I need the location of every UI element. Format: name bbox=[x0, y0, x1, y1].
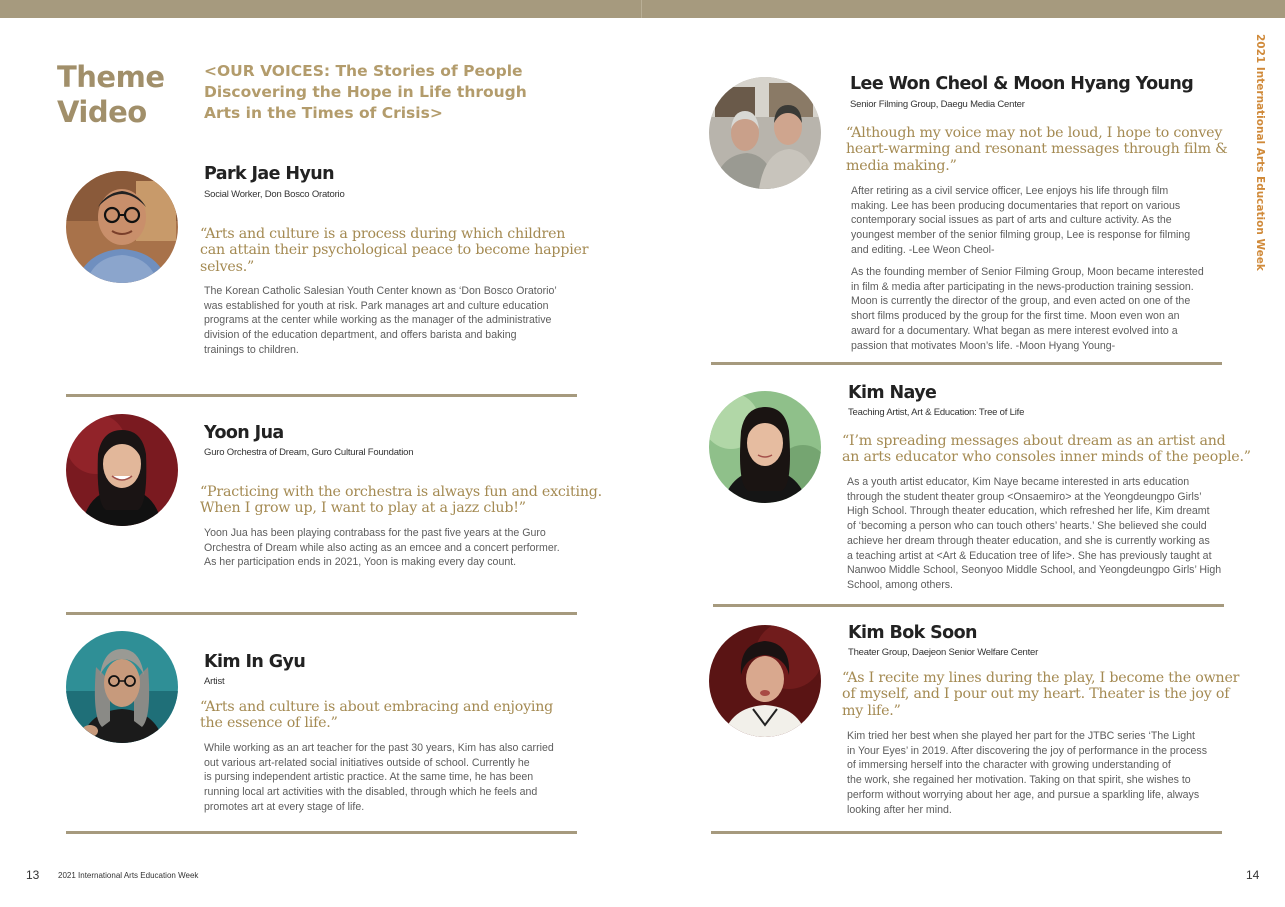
page-number-right: 14 bbox=[1246, 868, 1260, 882]
portrait-photo-kim-naye bbox=[709, 391, 821, 503]
top-color-band bbox=[0, 0, 1285, 18]
profile-description: While working as an art teacher for the past 30 years, Kim has also carried out various art-related social initiatives outside of school. Currently he is pursing independent artistic practice. At the same time, he has been running local art activities with the disabled, through which he feels and promotes art at every stage of life. bbox=[204, 742, 554, 813]
profile-description: The Korean Catholic Salesian Youth Center known as ‘Don Bosco Oratorio’ was established for youth at risk. Park manages art and culture education programs at the center while working as the manager of the administrative division of the education department, and offers barista and baking trainings to children. bbox=[204, 285, 557, 356]
divider-rule bbox=[66, 831, 577, 834]
profile-quote: “As I recite my lines during the play, I become the owner of myself, and I pour out my heart. Theater is the joy of my life.” bbox=[842, 670, 1240, 719]
profile-role: Senior Filming Group, Daegu Media Center bbox=[850, 99, 1025, 110]
profile-quote: “Arts and culture is about embracing and enjoying the essence of life.” bbox=[200, 699, 554, 732]
profile-quote: “I’m spreading messages about dream as an artist and an arts educator who consoles inner minds of the people.” bbox=[842, 433, 1251, 466]
profile-name: Park Jae Hyun bbox=[204, 164, 334, 184]
page-number-left: 13 bbox=[26, 868, 40, 882]
divider-rule bbox=[66, 612, 577, 615]
profile-role: Guro Orchestra of Dream, Guro Cultural Foundation bbox=[204, 447, 414, 458]
profile-name: Yoon Jua bbox=[204, 423, 284, 443]
section-title: Theme Video bbox=[57, 60, 165, 129]
video-title: <OUR VOICES: The Stories of People Discovering the Hope in Life through Arts in the Times of Crisis> bbox=[204, 62, 527, 122]
divider-rule bbox=[66, 394, 577, 397]
side-running-head: 2021 International Arts Education Week bbox=[1254, 34, 1266, 271]
portrait-photo-lee-won-cheol-moon-hyang-young bbox=[709, 77, 821, 189]
page-gutter-mark bbox=[641, 0, 642, 18]
profile-role: Artist bbox=[204, 676, 225, 687]
footer-publication: 2021 International Arts Education Week bbox=[58, 871, 199, 880]
portrait-photo-park-jae-hyun bbox=[66, 171, 178, 283]
portrait-photo-kim-in-gyu bbox=[66, 631, 178, 743]
divider-rule bbox=[711, 831, 1222, 834]
profile-quote: “Arts and culture is a process during which children can attain their psychological peace to become happier selves.” bbox=[200, 226, 589, 275]
profile-name: Kim Bok Soon bbox=[848, 623, 977, 643]
profile-description: As the founding member of Senior Filming Group, Moon became interested in film & media after participating in the news-production training session. Moon is currently the director of the group, and even acted on one of the short films produced by the group for the first time. Moon even won an award for a documentary. What began as mere interest evolved into a passion that motivates Moon’s life. -Moon Hyang Young- bbox=[851, 266, 1204, 352]
profile-role: Social Worker, Don Bosco Oratorio bbox=[204, 189, 345, 200]
profile-name: Kim Naye bbox=[848, 383, 937, 403]
portrait-photo-yoon-jua bbox=[66, 414, 178, 526]
divider-rule bbox=[713, 604, 1224, 607]
profile-quote: “Although my voice may not be loud, I hope to convey heart-warming and resonant messages through film & media making.” bbox=[846, 125, 1228, 174]
profile-name: Kim In Gyu bbox=[204, 652, 306, 672]
profile-quote: “Practicing with the orchestra is always fun and exciting. When I grow up, I want to play at a jazz club!” bbox=[200, 484, 602, 517]
profile-description: As a youth artist educator, Kim Naye became interested in arts education through the student theater group <Onsaemiro> at the Yeongdeungpo Girls’ High School. Through theater education, which refreshed her life, Kim dreamt of ‘becoming a person who can touch others’ hearts.’ She believed she could achieve her dream through theater education, and she is currently working as a teaching artist at <Art & Education tree of life>. She has previously taught at Nanwoo Middle School, Seonyoo Middle School, and Yeongdeungpo Girls’ High School, among others. bbox=[847, 476, 1222, 591]
profile-role: Teaching Artist, Art & Education: Tree of Life bbox=[848, 407, 1025, 418]
profile-name: Lee Won Cheol & Moon Hyang Young bbox=[850, 74, 1194, 94]
profile-description: Yoon Jua has been playing contrabass for the past five years at the Guro Orchestra of Dream while also acting as an emcee and a concert performer. As her participation ends in 2021, Yoon is making every day count. bbox=[204, 527, 560, 569]
profile-role: Theater Group, Daejeon Senior Welfare Center bbox=[848, 647, 1039, 658]
divider-rule bbox=[711, 362, 1222, 365]
profile-description: After retiring as a civil service officer, Lee enjoys his life through film making. Lee has been producing documentaries that report on various contemporary social issues as part of arts and culture activity. As the youngest member of the senior filming group, Lee is response for filming and editing. -Lee Weon Cheol- bbox=[851, 185, 1191, 256]
portrait-photo-kim-bok-soon bbox=[709, 625, 821, 737]
profile-description: Kim tried her best when she played her part for the JTBC series ‘The Light in Your Eyes’ in 2019. After discovering the joy of performance in the process of immersing herself into the character with growing understanding of the work, she regained her motivation. Taking on that spirit, she wishes to perform without worrying about her age, and pursue a sparkling life, always looking after her mind. bbox=[847, 730, 1207, 816]
